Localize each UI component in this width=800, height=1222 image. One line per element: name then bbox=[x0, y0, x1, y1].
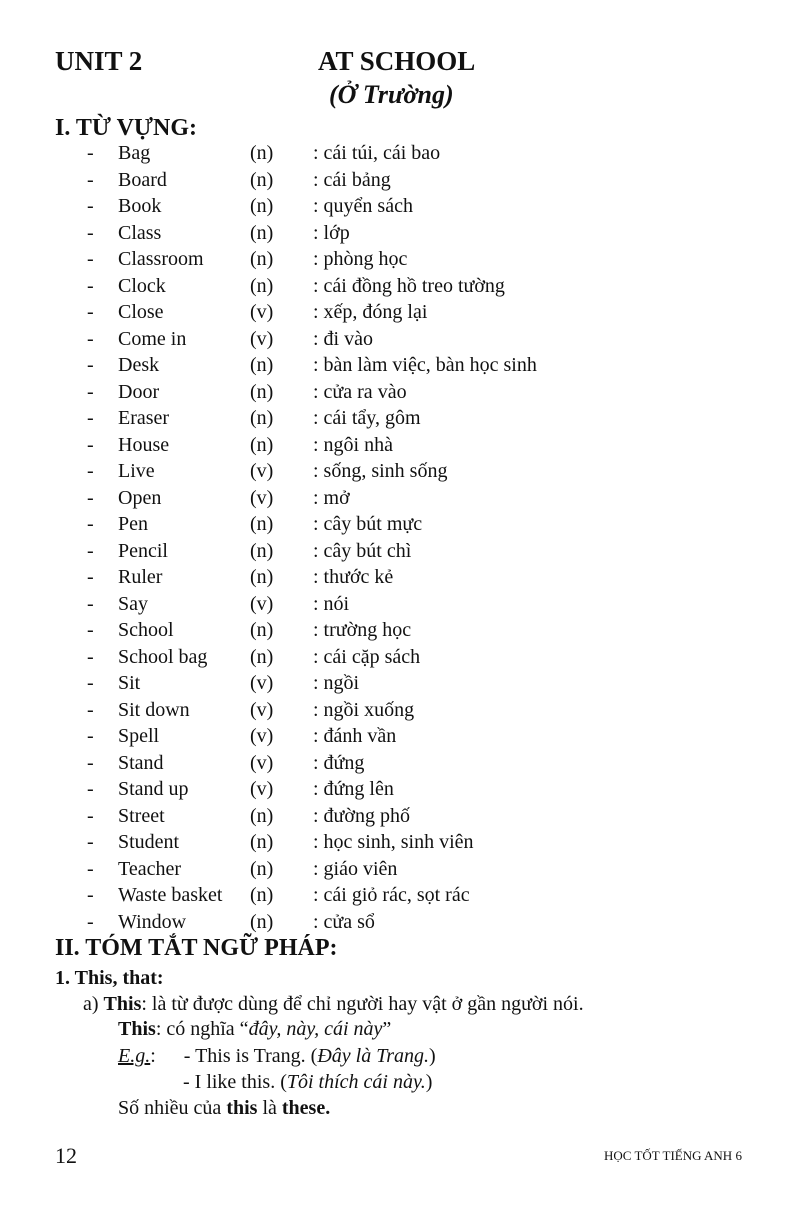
vocab-word: Stand bbox=[118, 751, 164, 774]
vocab-word: Pencil bbox=[118, 539, 168, 562]
bullet-dash: - bbox=[87, 831, 94, 853]
quote-close: ” bbox=[382, 1018, 392, 1040]
plural-note bbox=[118, 1097, 330, 1120]
vocab-row bbox=[0, 380, 800, 407]
bullet-dash: - bbox=[87, 301, 94, 323]
part-of-speech: (n) bbox=[250, 513, 274, 535]
vocab-row bbox=[0, 221, 800, 248]
bullet-dash: - bbox=[87, 513, 94, 535]
vocab-row bbox=[0, 592, 800, 619]
vocab-word: Pen bbox=[118, 513, 148, 535]
bullet-dash: - bbox=[87, 248, 94, 270]
vocab-row bbox=[0, 857, 800, 884]
vocab-word: Door bbox=[118, 380, 160, 403]
vocab-row bbox=[0, 168, 800, 195]
paren-close: ) bbox=[425, 1071, 433, 1093]
vocab-meaning: : đi vào bbox=[313, 327, 373, 350]
part-of-speech: (n) bbox=[250, 354, 274, 376]
bullet-dash: - bbox=[87, 804, 94, 827]
vocab-meaning: : đường phố bbox=[313, 804, 410, 827]
part-of-speech: (n) bbox=[250, 857, 274, 880]
vocab-word: Class bbox=[118, 221, 162, 244]
book-title-footer: HỌC TỐT TIẾNG ANH 6 bbox=[604, 1148, 742, 1163]
vocab-row bbox=[0, 724, 800, 751]
vocab-row bbox=[0, 194, 800, 221]
vocab-meaning: : bàn làm việc, bàn học sinh bbox=[313, 354, 537, 376]
item-label: a) bbox=[83, 993, 99, 1015]
vocab-row bbox=[0, 910, 800, 937]
term-this: This bbox=[118, 1018, 156, 1040]
example-translation: Đây là Trang. bbox=[317, 1045, 430, 1067]
bullet-dash: - bbox=[87, 778, 94, 800]
vocab-row bbox=[0, 512, 800, 539]
bullet-dash: - bbox=[87, 619, 94, 641]
plural-these: these. bbox=[281, 1097, 331, 1119]
part-of-speech: (n) bbox=[250, 910, 274, 933]
vocab-meaning: : thước kẻ bbox=[313, 566, 394, 588]
bullet-dash: - bbox=[87, 380, 94, 403]
vocab-meaning: : giáo viên bbox=[313, 857, 398, 880]
vocab-word: House bbox=[118, 433, 170, 456]
vocab-meaning: : cửa sổ bbox=[313, 910, 375, 933]
part-of-speech: (n) bbox=[250, 168, 274, 191]
part-of-speech: (v) bbox=[250, 672, 274, 694]
bullet-dash: - bbox=[87, 566, 94, 588]
part-of-speech: (v) bbox=[250, 751, 274, 774]
paren-close: ) bbox=[429, 1045, 436, 1067]
grammar-heading: II. TÓM TẮT NGỮ PHÁP: bbox=[55, 935, 338, 961]
part-of-speech: (v) bbox=[250, 301, 274, 323]
vocab-meaning: : xếp, đóng lại bbox=[313, 301, 428, 323]
vocab-meaning: : cái tẩy, gôm bbox=[313, 407, 421, 429]
part-of-speech: (n) bbox=[250, 539, 274, 562]
vocabulary-heading: I. TỪ VỰNG: bbox=[55, 115, 198, 141]
vocab-word: Street bbox=[118, 804, 165, 827]
vocab-meaning: : cây bút mực bbox=[313, 513, 423, 535]
vocab-word: Student bbox=[118, 831, 180, 853]
page-number: 12 bbox=[55, 1143, 77, 1168]
vocab-word: Bag bbox=[118, 142, 151, 164]
vocab-row bbox=[0, 804, 800, 831]
bullet-dash: - bbox=[87, 857, 94, 880]
part-of-speech: (n) bbox=[250, 380, 274, 403]
vocab-meaning: : nói bbox=[313, 592, 350, 615]
part-of-speech: (n) bbox=[250, 566, 274, 588]
vocab-meaning: : cái đồng hồ treo tường bbox=[313, 274, 505, 297]
vocab-meaning: : đánh vần bbox=[313, 725, 397, 747]
eg-colon: : bbox=[150, 1045, 156, 1067]
vocab-row bbox=[0, 830, 800, 857]
vocab-row bbox=[0, 777, 800, 804]
example-translation: Tôi thích cái này. bbox=[286, 1071, 426, 1093]
bullet-dash: - bbox=[87, 274, 94, 297]
vocab-word: Stand up bbox=[118, 778, 189, 800]
vocab-meaning: : lớp bbox=[313, 221, 350, 244]
vocab-word: Live bbox=[118, 460, 155, 482]
vocab-word: Open bbox=[118, 486, 162, 509]
vocab-row bbox=[0, 406, 800, 433]
bullet-dash: - bbox=[87, 539, 94, 562]
vocab-row bbox=[0, 327, 800, 354]
vocab-row bbox=[0, 459, 800, 486]
meaning-italic: đây, này, cái này bbox=[248, 1018, 383, 1040]
part-of-speech: (v) bbox=[250, 327, 274, 350]
bullet-dash: - bbox=[87, 327, 94, 350]
part-of-speech: (v) bbox=[250, 698, 274, 721]
vocab-meaning: : cây bút chì bbox=[313, 539, 412, 562]
part-of-speech: (n) bbox=[250, 619, 274, 641]
vocab-word: School bbox=[118, 619, 174, 641]
part-of-speech: (n) bbox=[250, 831, 274, 853]
bullet-dash: - bbox=[87, 672, 94, 694]
part-of-speech: (n) bbox=[250, 142, 274, 164]
vocab-word: Come in bbox=[118, 327, 187, 350]
vocab-meaning: : cái cặp sách bbox=[313, 645, 421, 668]
vocab-word: Clock bbox=[118, 274, 166, 297]
bullet-dash: - bbox=[87, 195, 94, 217]
bullet-dash: - bbox=[87, 354, 94, 376]
vocab-row bbox=[0, 300, 800, 327]
grammar-line-a bbox=[83, 993, 584, 1016]
bullet-dash: - bbox=[87, 221, 94, 244]
plural-prefix: Số nhiều của bbox=[118, 1097, 227, 1119]
vocab-meaning: : đứng lên bbox=[313, 778, 394, 800]
bullet-dash: - bbox=[87, 751, 94, 774]
vocab-row bbox=[0, 274, 800, 301]
bullet-dash: - bbox=[87, 142, 94, 164]
bullet-dash: - bbox=[87, 645, 94, 668]
vocab-word: Sit bbox=[118, 672, 141, 694]
meaning-text: : có nghĩa “ bbox=[155, 1018, 249, 1040]
part-of-speech: (n) bbox=[250, 407, 274, 429]
vocab-row bbox=[0, 486, 800, 513]
vocab-row bbox=[0, 698, 800, 725]
part-of-speech: (n) bbox=[250, 884, 274, 906]
part-of-speech: (n) bbox=[250, 248, 274, 270]
bullet-dash: - bbox=[87, 910, 94, 933]
vocab-row bbox=[0, 618, 800, 645]
bullet-dash: - bbox=[87, 884, 94, 906]
part-of-speech: (v) bbox=[250, 486, 274, 509]
vocab-word: Sit down bbox=[118, 698, 190, 721]
term-this: This bbox=[103, 993, 142, 1015]
vocab-row bbox=[0, 565, 800, 592]
bullet-dash: - bbox=[87, 168, 94, 191]
example-1 bbox=[118, 1045, 436, 1068]
vocab-row bbox=[0, 433, 800, 460]
vocab-word: School bag bbox=[118, 645, 208, 668]
eg-label: E.g. bbox=[118, 1045, 151, 1067]
vocab-meaning: : trường học bbox=[313, 619, 412, 641]
vocab-meaning: : quyển sách bbox=[313, 195, 413, 217]
part-of-speech: (n) bbox=[250, 195, 274, 217]
grammar-subheading: 1. This, that: bbox=[55, 967, 164, 989]
bullet-dash: - bbox=[87, 433, 94, 456]
vocab-word: Desk bbox=[118, 354, 160, 376]
vocab-row bbox=[0, 539, 800, 566]
vocab-word: Say bbox=[118, 592, 148, 615]
vocab-word: Board bbox=[118, 168, 167, 191]
vocab-row bbox=[0, 751, 800, 778]
vocab-word: Window bbox=[118, 910, 187, 933]
definition-text: : là từ được dùng để chỉ người hay vật ở gần người nói. bbox=[141, 993, 584, 1015]
part-of-speech: (n) bbox=[250, 645, 274, 668]
bullet-dash: - bbox=[87, 486, 94, 509]
vocab-word: Spell bbox=[118, 725, 160, 747]
vocab-row bbox=[0, 671, 800, 698]
vocab-meaning: : cái giỏ rác, sọt rác bbox=[313, 884, 470, 906]
vocab-word: Teacher bbox=[118, 857, 181, 880]
vocab-row bbox=[0, 247, 800, 274]
plural-mid: là bbox=[257, 1097, 282, 1119]
bullet-dash: - bbox=[87, 592, 94, 615]
vocab-word: Classroom bbox=[118, 248, 204, 270]
vocab-meaning: : mở bbox=[313, 486, 350, 509]
vocab-row bbox=[0, 883, 800, 910]
example-text: - I like this. ( bbox=[183, 1071, 287, 1093]
vocab-meaning: : cái bảng bbox=[313, 168, 391, 191]
part-of-speech: (v) bbox=[250, 725, 274, 747]
page-title: AT SCHOOL bbox=[318, 46, 476, 76]
vocab-meaning: : cái túi, cái bao bbox=[313, 142, 441, 164]
part-of-speech: (n) bbox=[250, 804, 274, 827]
vocab-meaning: : ngôi nhà bbox=[313, 433, 393, 456]
vocab-row bbox=[0, 645, 800, 672]
part-of-speech: (n) bbox=[250, 274, 274, 297]
plural-this: this bbox=[226, 1097, 258, 1119]
unit-label: UNIT 2 bbox=[55, 46, 143, 76]
vocab-meaning: : sống, sinh sống bbox=[313, 460, 448, 482]
part-of-speech: (n) bbox=[250, 221, 274, 244]
example-text: - This is Trang. ( bbox=[183, 1045, 318, 1067]
vocab-meaning: : cửa ra vào bbox=[313, 380, 407, 403]
vocab-meaning: : ngồi bbox=[313, 672, 360, 694]
vocab-word: Waste basket bbox=[118, 884, 223, 906]
vocab-meaning: : đứng bbox=[313, 751, 365, 774]
vocab-word: Eraser bbox=[118, 407, 170, 429]
bullet-dash: - bbox=[87, 407, 94, 429]
part-of-speech: (v) bbox=[250, 460, 274, 482]
page-subtitle: (Ở Trường) bbox=[329, 80, 454, 109]
part-of-speech: (v) bbox=[250, 592, 274, 615]
vocab-word: Close bbox=[118, 301, 164, 323]
vocab-word: Book bbox=[118, 195, 162, 217]
grammar-line-meaning bbox=[118, 1018, 391, 1041]
bullet-dash: - bbox=[87, 698, 94, 721]
vocabulary-list bbox=[0, 141, 800, 936]
vocab-row bbox=[0, 353, 800, 380]
vocab-meaning: : phòng học bbox=[313, 248, 408, 270]
part-of-speech: (v) bbox=[250, 778, 274, 800]
example-2 bbox=[183, 1071, 432, 1094]
vocab-meaning: : học sinh, sinh viên bbox=[313, 831, 474, 853]
part-of-speech: (n) bbox=[250, 433, 274, 456]
vocab-row bbox=[0, 141, 800, 168]
vocab-word: Ruler bbox=[118, 566, 163, 588]
bullet-dash: - bbox=[87, 725, 94, 747]
bullet-dash: - bbox=[87, 460, 94, 482]
vocab-meaning: : ngồi xuống bbox=[313, 698, 415, 721]
